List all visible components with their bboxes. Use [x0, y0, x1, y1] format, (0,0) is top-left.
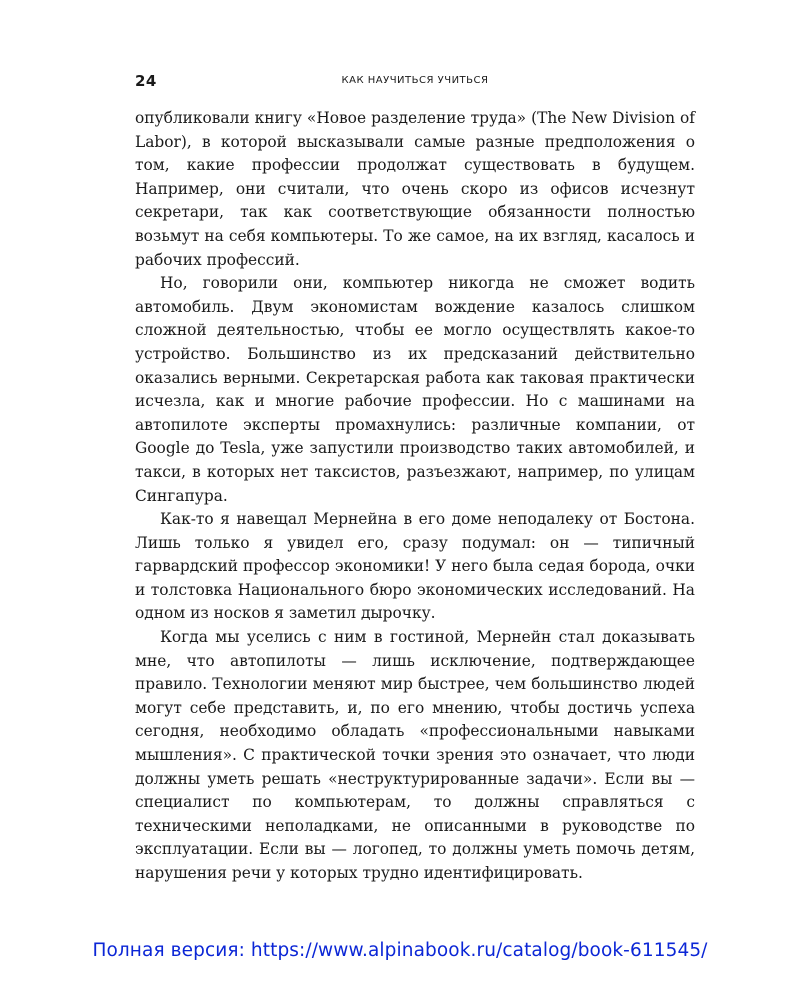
running-title: КАК НАУЧИТЬСЯ УЧИТЬСЯ — [341, 75, 489, 86]
page-header — [135, 72, 695, 96]
page-number: 24 — [135, 72, 157, 90]
paragraph: Но, говорили они, компьютер никогда не сможет водить автомобиль. Двум экономистам вождение казалось слишком сложной деятельностью, чтобы ее могло осуществлять какое-то устройство. Большинство из их предсказаний действительно оказались верными. Секретарская работа как таковая практически исчезла, как и многие рабочие профессии. Но с машинами на автопилоте эксперты промахнулись: различные компании, от Google до Tesla, уже запустили производство таких автомобилей, и такси, в которых нет таксистов, разъезжают, например, по улицам Сингапура. — [135, 274, 695, 505]
paragraph: Когда мы уселись с ним в гостиной, Мернейн стал доказывать мне, что автопилоты — лишь исключение, подтверждающее правило. Технологии меняют мир быстрее, чем большинство людей могут себе представить, и, по его мнению, чтобы достичь успеха сегодня, необходимо обладать «профессиональными навыками мышления». С практической точки зрения это означает, что люди должны уметь решать «неструктурированные задачи». Если вы — специалист по компьютерам, то должны справляться с техническими неполадками, не описанными в руководстве по эксплуатации. Если вы — логопед, то должны уметь помочь детям, нарушения речи у которых трудно идентифицировать. — [135, 628, 695, 882]
body-text — [135, 107, 695, 886]
full-version-link[interactable]: Полная версия: https://www.alpinabook.ru/catalog/book-611545/ — [92, 940, 708, 961]
paragraph-continued: опубликовали книгу «Новое разделение труда» (The New Division of Labor), в которой высказывали самые разные предположения о том, какие профессии продолжат существовать в будущем. Например, они считали, что очень скоро из офисов исчезнут секретари, так как соответствующие обязанности полностью возьмут на себя компьютеры. То же самое, на их взгляд, касалось и рабочих профессий. — [135, 109, 695, 269]
paragraph: Как-то я навещал Мернейна в его доме неподалеку от Бостона. Лишь только я увидел его, сразу подумал: он — типичный гарвардский профессор экономики! У него была седая борода, очки и толстовка Национального бюро экономических исследований. На одном из носков я заметил дырочку. — [135, 510, 695, 623]
